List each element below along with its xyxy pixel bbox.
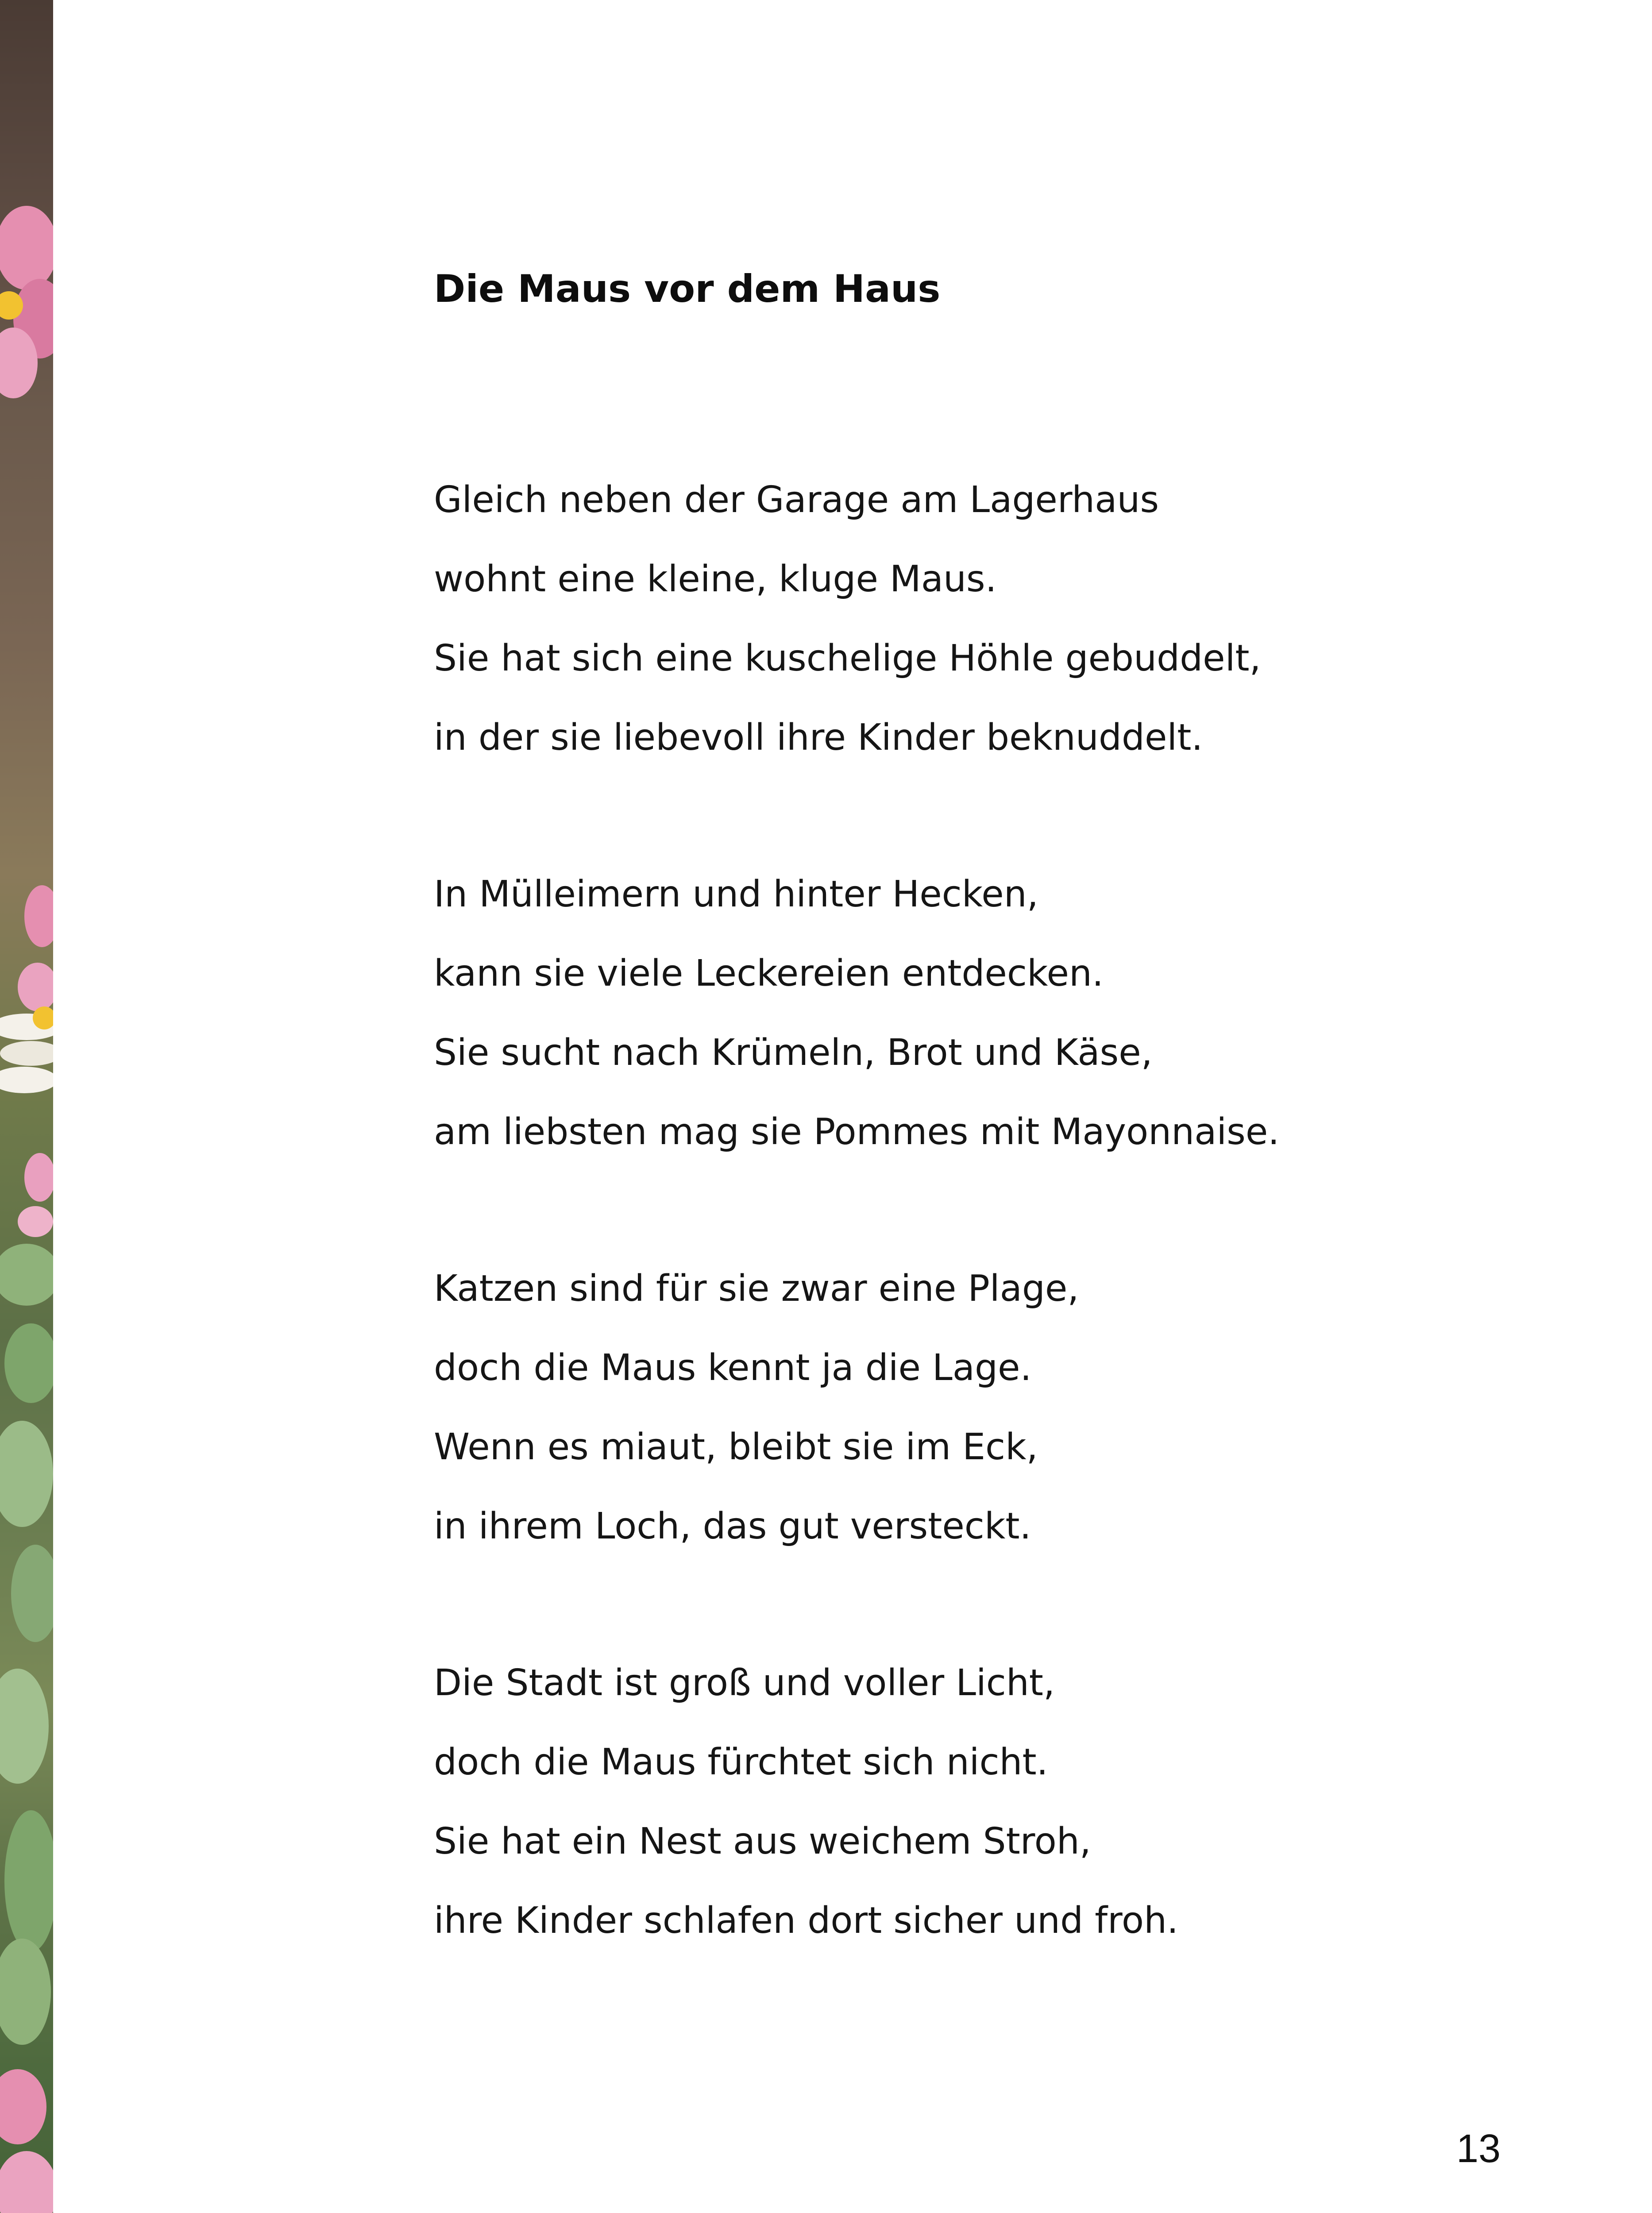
- pink-flower-icon: [0, 206, 53, 398]
- poem-line: in ihrem Loch, das gut versteckt.: [434, 1505, 1031, 1547]
- floral-border-icon: [0, 0, 53, 2213]
- poem-line: doch die Maus kennt ja die Lage.: [434, 1347, 1032, 1389]
- leaf-icon: [0, 1244, 53, 2045]
- poem-line: Sie hat ein Nest aus weichem Stroh,: [434, 1820, 1091, 1862]
- poem-line: Sie sucht nach Krümeln, Brot und Käse,: [434, 1032, 1153, 1074]
- pink-flower-icon: [0, 2069, 53, 2213]
- poem-title: Die Maus vor dem Haus: [434, 267, 941, 311]
- poem-line: Sie hat sich eine kuschelige Höhle gebuddelt,: [434, 637, 1261, 679]
- poem-line: Die Stadt ist groß und voller Licht,: [434, 1662, 1055, 1704]
- poem-line: kann sie viele Leckereien entdecken.: [434, 952, 1104, 995]
- pink-flower-icon: [18, 885, 53, 1011]
- poem-line: wohnt eine kleine, kluge Maus.: [434, 558, 997, 600]
- poem-line: in der sie liebevoll ihre Kinder beknuddelt.: [434, 717, 1203, 759]
- poem-line: In Mülleimern und hinter Hecken,: [434, 873, 1038, 915]
- poem-line: Katzen sind für sie zwar eine Plage,: [434, 1268, 1079, 1310]
- page-number: 13: [1456, 2127, 1501, 2171]
- poem-line: Gleich neben der Garage am Lagerhaus: [434, 479, 1159, 521]
- poem-line: doch die Maus fürchtet sich nicht.: [434, 1741, 1048, 1783]
- poem-line: am liebsten mag sie Pommes mit Mayonnaise.: [434, 1111, 1280, 1153]
- floral-border-decoration: [0, 0, 53, 2213]
- poem-line: ihre Kinder schlafen dort sicher und froh.: [434, 1900, 1179, 1942]
- pink-bud-icon: [18, 1153, 53, 1237]
- daisy-flower-icon: [0, 1006, 53, 1093]
- poem-line: Wenn es miaut, bleibt sie im Eck,: [434, 1426, 1038, 1468]
